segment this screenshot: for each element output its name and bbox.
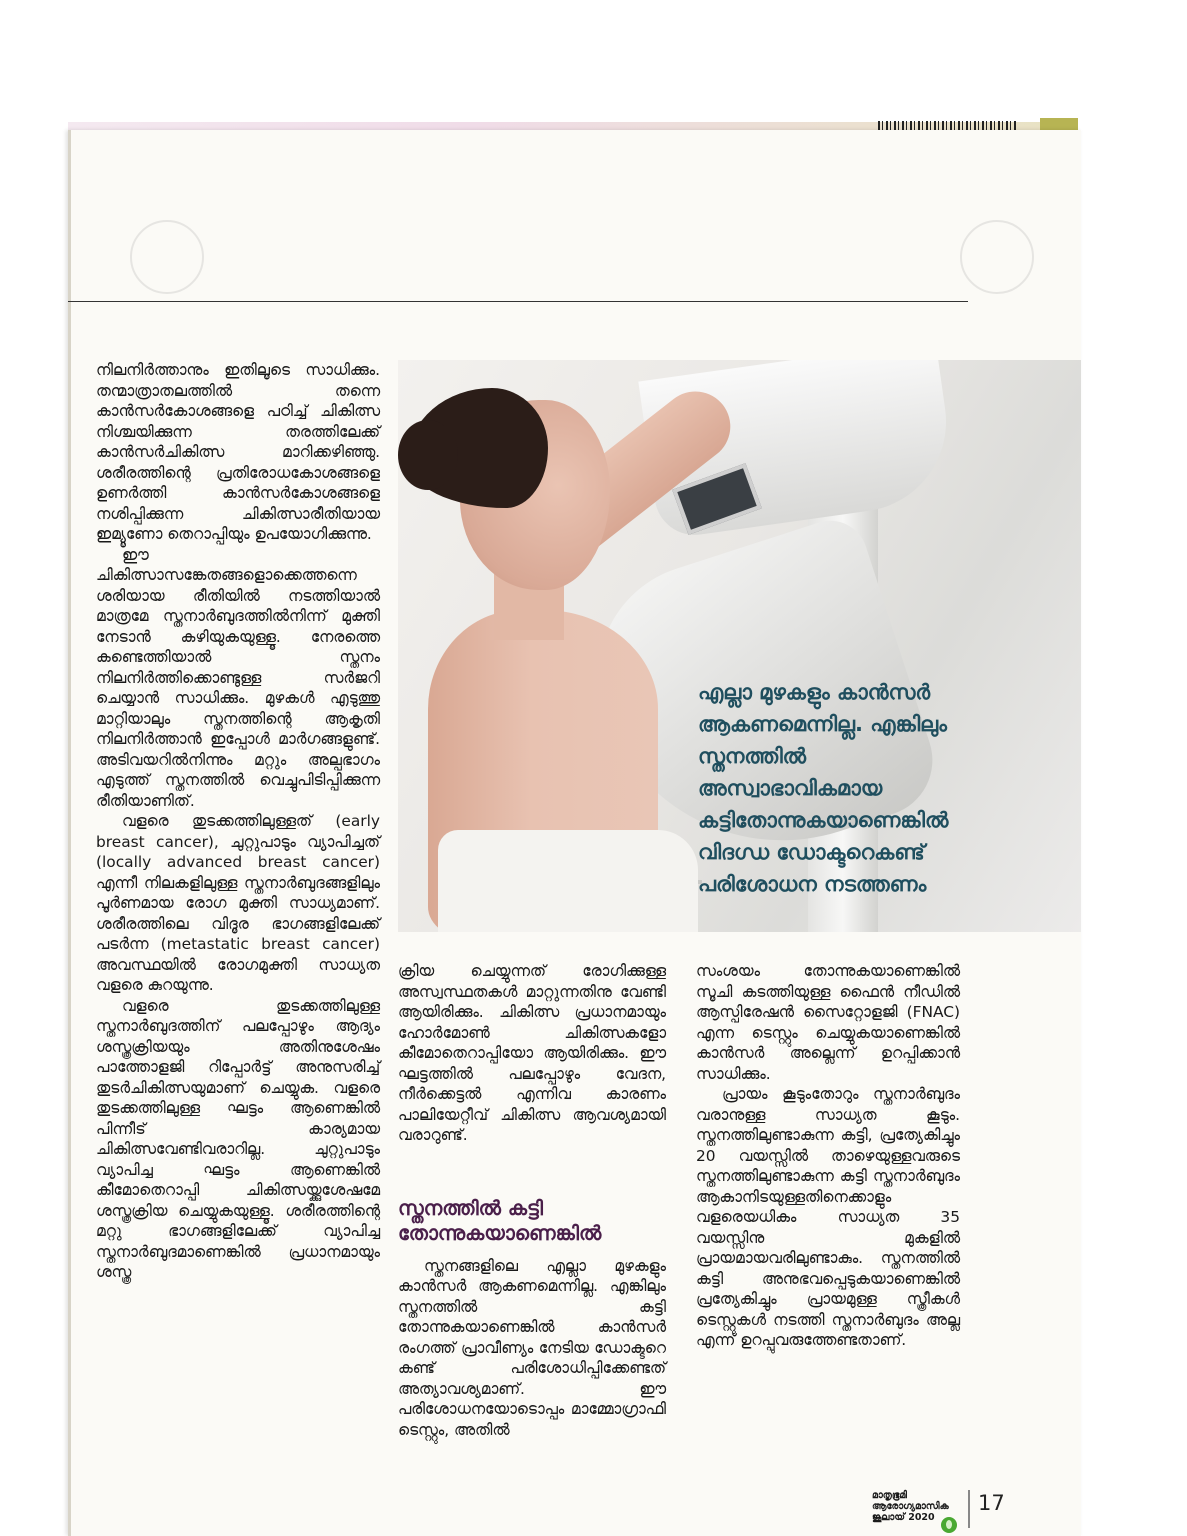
patient-gown xyxy=(438,830,698,932)
paragraph: സ്തനങ്ങളിലെ എല്ലാ മുഴകളും കാൻസർ ആകണമെന്നില്ല. എങ്കിലും സ്തനത്തിൽ കട്ടി തോന്നുകയാണെങ്കിൽ കാൻസർ രംഗത്ത് പ്രാവീണ്യം നേടിയ ഡോക്ടറെ കണ്ട് പരിശോധിപ്പിക്കേണ്ടത് അത്യാവശ്യമാണ്. ഈ പരിശോധനയോടൊപ്പം മാമ്മോഗ്രാഫി ടെസ്റ്റും, അതിൽ xyxy=(398,1256,666,1439)
patient-hair-bun xyxy=(398,420,458,490)
page-number: 17 xyxy=(978,1491,1005,1515)
section-subheading: സ്തനത്തിൽ കട്ടി തോന്നുകയാണെങ്കിൽ xyxy=(398,1195,602,1245)
paragraph: വളരെ തുടക്കത്തിലുള്ളത് (early breast cancer), ചുറ്റുപാടും വ്യാപിച്ചത് (locally advanced breast cancer) എന്നീ നിലകളിലുള്ള സ്തനാർബുദങ്ങളിലും പൂർണമായ രോഗ മുക്തി സാധ്യമാണ്. ശരീരത്തിലെ വിദൂര ഭാഗങ്ങളിലേക്ക് പടർന്ന (metastatic breast cancer) അവസ്ഥയിൽ രോഗമുക്തി സാധ്യത വളരെ കുറയുന്നു. xyxy=(96,812,380,994)
issue-date: ജൂലായ് 2020 xyxy=(872,1512,935,1523)
article-column-2 xyxy=(398,961,666,1440)
paragraph: ഈ ചികിത്സാസങ്കേതങ്ങളൊക്കെത്തന്നെ ശരിയായ രീതിയിൽ നടത്തിയാൽ മാത്രമേ സ്തനാർബുദത്തിൽനിന്ന് മുക്തി നേടാൻ കഴിയുകയുള്ളൂ. നേരത്തെ കണ്ടെത്തിയാൽ സ്തനം നിലനിർത്തിക്കൊണ്ടുള്ള സർജറി ചെയ്യാൻ സാധിക്കും. മുഴകൾ എടുത്തു മാറ്റിയാലും സ്തനത്തിന്റെ ആകൃതി നിലനിർത്താൻ ഇപ്പോൾ മാർഗങ്ങളുണ്ട്. അടിവയറിൽനിന്നും മറ്റും അല്പഭാഗം എടുത്ത് സ്തനത്തിൽ വെച്ചുപിടിപ്പിക്കുന്ന രീതിയാണിത്. xyxy=(96,545,380,810)
magazine-name xyxy=(872,1490,962,1523)
magazine-name-line2: ആരോഗ്യമാസിക xyxy=(872,1501,949,1512)
article-column-1 xyxy=(96,360,380,1283)
paragraph: പ്രായം കൂടുംതോറും സ്തനാർബുദം വരാനുള്ള സാധ്യത കൂടും. സ്തനത്തിലുണ്ടാകുന്ന കട്ടി, പ്രത്യേകിച്ചും 20 വയസ്സിൽ താഴെയുള്ളവരുടെ സ്തനത്തിലുണ്ടാകുന്ന കട്ടി സ്തനാർബുദം ആകാനിടയുള്ളതിനെക്കാളും വളരെയധികം സാധ്യത 35 വയസ്സിനു മുകളിൽ പ്രായമായവരിലുണ്ടാകും. സ്തനത്തിൽ കട്ടി അനുഭവപ്പെടുകയാണെങ്കിൽ പ്രത്യേകിച്ചും പ്രായമുള്ള സ്ത്രീകൾ ടെസ്റ്റുകൾ നടത്തി സ്തനാർബുദം അല്ല എന്ന് ഉറപ്പുവരുത്തേണ്ടതാണ്. xyxy=(696,1085,960,1349)
footer-divider xyxy=(968,1490,970,1528)
pull-quote: എല്ലാ മുഴകളും കാൻസർ ആകണമെന്നില്ല. എങ്കിലും സ്തനത്തിൽ അസ്വാഭാവികമായ കട്ടിതോന്നുകയാണെങ്കിൽ വിദഗ്ധ ഡോക്ടറെകണ്ട് പരിശോധന നടത്തണം xyxy=(698,680,949,896)
header-rule xyxy=(68,301,968,302)
page-footer xyxy=(872,1488,1032,1532)
paragraph: വളരെ തുടക്കത്തിലുള്ള സ്തനാർബുദത്തിന് പലപ്പോഴും ആദ്യം ശസ്ത്രക്രിയയും അതിനുശേഷം പാത്തോളജി റിപ്പോർട്ട് അനുസരിച്ച് തുടർചികിത്സയുമാണ് ചെയ്യുക. വളരെ തുടക്കത്തിലുള്ള ഘട്ടം ആണെങ്കിൽ പിന്നീട് കാര്യമായ ചികിത്സവേണ്ടിവരാറില്ല. ചുറ്റുപാടും വ്യാപിച്ച ഘട്ടം ആണെങ്കിൽ കീമോതെറാപ്പി ചികിത്സയ്ക്കുശേഷമേ ശസ്ത്രക്രിയ ചെയ്യുകയുള്ളൂ. ശരീരത്തിന്റെ മറ്റു ഭാഗങ്ങളിലേക്ക് വ്യാപിച്ച സ്തനാർബുദമാണെങ്കിൽ പ്രധാനമായും ശസ്ത്ര xyxy=(96,996,380,1281)
show-through-background xyxy=(100,225,1060,285)
magazine-name-line1: മാതൃഭൂമി xyxy=(872,1490,907,1501)
paragraph: ക്രിയ ചെയ്യുന്നത് രോഗിക്കുള്ള അസ്വസ്ഥതകൾ മാറ്റുന്നതിനു വേണ്ടി ആയിരിക്കും. ചികിത്സ പ്രധാനമായും ഹോർമോൺ ചികിത്സകളോ കീമോതെറാപ്പിയോ ആയിരിക്കും. ഈ ഘട്ടത്തിൽ പലപ്പോഴും വേദന, നീർക്കെട്ടൽ എന്നിവ കാരണം പാലിയേറ്റീവ് ചികിത്സ ആവശ്യമായി വരാറുണ്ട്. xyxy=(398,962,666,1144)
article-column-3 xyxy=(696,961,960,1351)
mammography-photo xyxy=(398,360,1081,932)
paragraph: സംശയം തോന്നുകയാണെങ്കിൽ സൂചി കടത്തിയുള്ള ഫൈൻ നീഡിൽ ആസ്പിരേഷൻ സൈറ്റോളജി (FNAC) എന്ന ടെസ്റ്റും ചെയ്യുകയാണെങ്കിൽ കാൻസർ അല്ലെന്ന് ഉറപ്പിക്കാൻ സാധിക്കും. xyxy=(696,962,960,1083)
paragraph: നിലനിർത്താനും ഇതിലൂടെ സാധിക്കും. തന്മാത്രാതലത്തിൽ തന്നെ കാൻസർകോശങ്ങളെ പഠിച്ച് ചികിത്സ നിശ്ചയിക്കുന്ന തരത്തിലേക്ക് കാൻസർചികിത്സ മാറിക്കഴിഞ്ഞു. ശരീരത്തിന്റെ പ്രതിരോധകോശങ്ങളെ ഉണർത്തി കാൻസർകോശങ്ങളെ നശിപ്പിക്കുന്ന ചികിത്സാരീതിയായ ഇമ്യൂണോ തെറാപ്പിയും ഉപയോഗിക്കുന്നു. xyxy=(96,361,380,543)
